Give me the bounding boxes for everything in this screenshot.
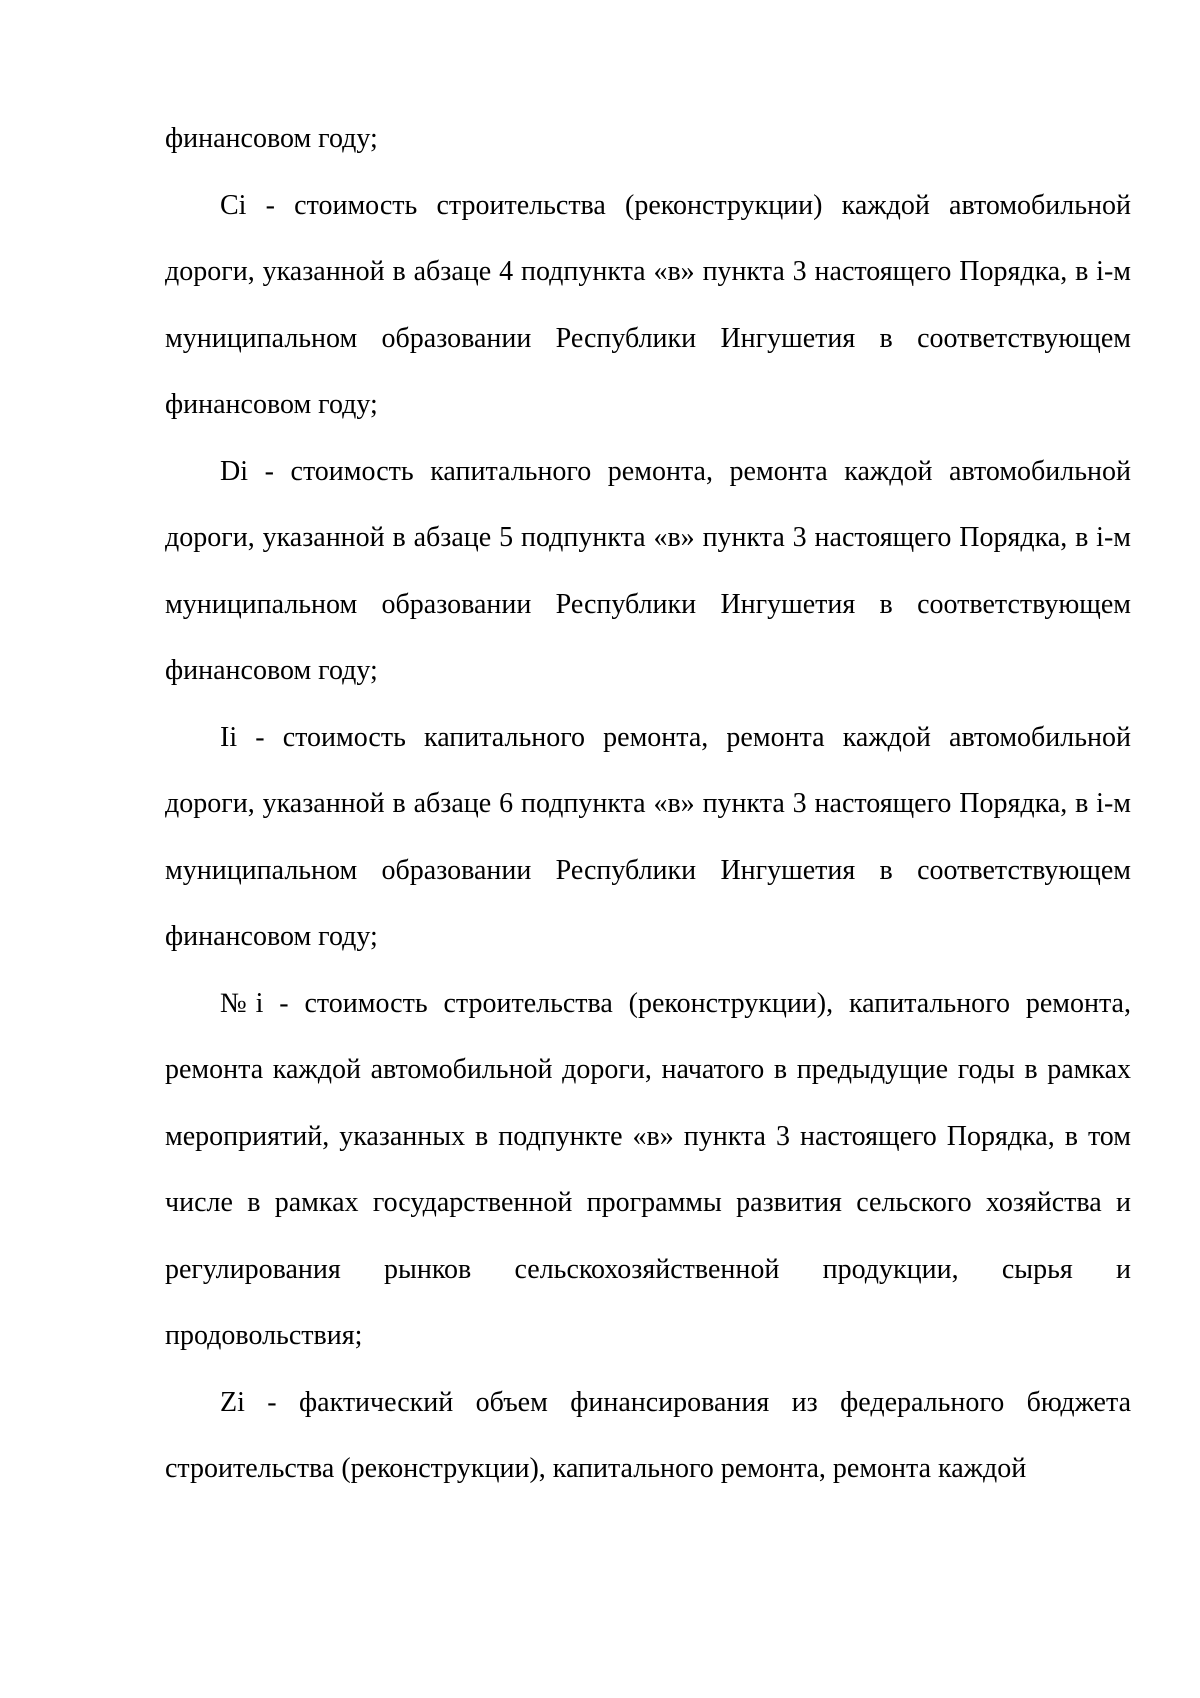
- paragraph-ci-definition: Ci - стоимость строительства (реконструкции) каждой автомобильной дороги, указанной в абзаце 4 подпункта «в» пункта 3 настоящего Порядка, в i-м муниципальном образовании Республики Ингушетия в соответствующем финансовом году;: [165, 189, 1131, 420]
- paragraph-ii-definition: Ii - стоимость капитального ремонта, ремонта каждой автомобильной дороги, указанной в абзаце 6 подпункта «в» пункта 3 настоящего Порядка, в i-м муниципальном образовании Республики Ингушетия в соответствующем финансовом году;: [165, 721, 1131, 952]
- paragraph-di-definition: Di - стоимость капитального ремонта, ремонта каждой автомобильной дороги, указанной в абзаце 5 подпункта «в» пункта 3 настоящего Порядка, в i-м муниципальном образовании Республики Ингушетия в соответствующем финансовом году;: [165, 455, 1131, 686]
- document-body: [165, 106, 1131, 1503]
- paragraph-zi-definition: Zi - фактический объем финансирования из федерального бюджета строительства (реконструкции), капитального ремонта, ремонта каждой: [165, 1386, 1131, 1484]
- paragraph-ni-definition: №i - стоимость строительства (реконструкции), капитального ремонта, ремонта каждой автомобильной дороги, начатого в предыдущие годы в рамках мероприятий, указанных в подпункте «в» пункта 3 настоящего Порядка, в том числе в рамках государственной программы развития сельского хозяйства и регулирования рынков сельскохозяйственной продукции, сырья и продовольствия;: [165, 987, 1131, 1351]
- paragraph-continuation: финансовом году;: [165, 123, 378, 154]
